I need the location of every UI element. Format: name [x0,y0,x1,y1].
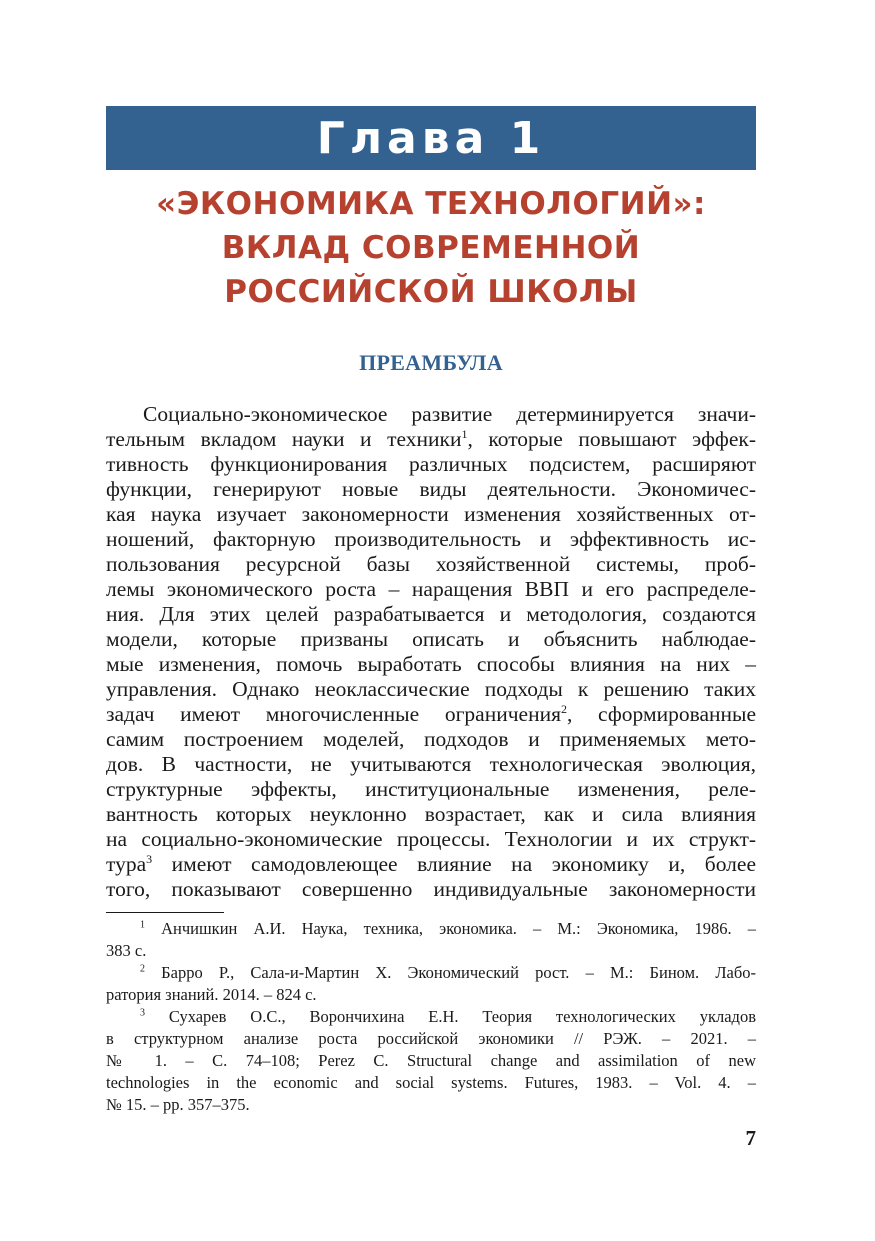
chapter-title-line: ВКЛАД СОВРЕМЕННОЙ [221,230,641,266]
body-line: управления. Однако неоклассические подходы к решению таких [106,677,756,701]
body-line: Социально-экономическое развитие детерминируется значи- [143,402,756,426]
footnote-line: ратория знаний. 2014. – 824 с. [106,985,317,1004]
body-line: задач имеют многочисленные ограничения$^2$, сформированные [106,701,756,726]
body-line: кая наука изучает закономерности изменения хозяйственных от- [106,502,756,526]
footnote-line: № 15. – pp. 357–375. [106,1095,250,1114]
body-line: тура$^3$ имеют самодовлеющее влияние на экономику и, более [106,851,756,876]
body-line: тивность функционирования различных подсистем, расширяют [106,452,756,476]
chapter-title-line: РОССИЙСКОЙ ШКОЛЫ [224,274,638,310]
footnote-ref: 2 [560,701,567,716]
body-line: тельным вкладом науки и техники$^1$, которые повышают эффек- [106,426,756,451]
body-line: модели, которые призваны описать и объяснить наблюдае- [106,627,756,651]
body-line: ношений, факторную производительность и эффективность ис- [106,527,756,551]
footnote-line: $^2$ Барро Р., Сала-и-Мартин Х. Экономический рост. – М.: Бином. Лабо- [140,963,756,982]
footnote-ref: 1 [461,426,468,441]
body-line: того, показывают совершенно индивидуальные закономерности [106,877,756,901]
section-heading: ПРЕАМБУЛА [359,350,503,375]
body-line: самим построением моделей, подходов и применяемых мето- [106,727,756,751]
body-line: пользования ресурсной базы хозяйственной системы, проб- [106,552,756,576]
body-text [106,402,756,902]
chapter-title [106,182,756,314]
body-line: функции, генерируют новые виды деятельности. Экономичес- [106,477,756,501]
footnote-line: № 1. – С. 74–108; Perez C. Structural change and assimilation of new [106,1051,756,1070]
footnote-divider [106,912,224,913]
body-line: мые изменения, помочь выработать способы влияния на них – [106,652,756,676]
body-line: вантность которых неуклонно возрастает, как и сила влияния [106,802,756,826]
body-line: ния. Для этих целей разрабатывается и методология, создаются [106,602,756,626]
footnote-line: в структурном анализе роста российской экономики // РЭЖ. – 2021. – [106,1029,756,1048]
footnote-line: $^1$ Анчишкин А.И. Наука, техника, экономика. – М.: Экономика, 1986. – [140,919,756,938]
body-line: дов. В частности, не учитываются технологическая эволюция, [106,752,756,776]
chapter-banner [106,106,756,170]
page-number: 7 [745,1126,756,1150]
footnote-number: 1 [140,919,145,931]
body-line: структурные эффекты, институциональные изменения, реле- [106,777,756,801]
body-line: на социально-экономические процессы. Технологии и их структ- [106,827,756,851]
footnote-line: technologies in the economic and social systems. Futures, 1983. – Vol. 4. – [106,1073,756,1092]
chapter-label: Глава 1 [316,112,546,164]
body-line: лемы экономического роста – наращения ВВП и его распределе- [106,577,756,601]
footnotes [106,918,756,1116]
footnote-number: 3 [140,1007,145,1019]
footnote-number: 2 [140,963,145,975]
chapter-title-line: «ЭКОНОМИКА ТЕХНОЛОГИЙ»: [156,186,706,222]
footnote-ref: 3 [146,851,153,866]
footnote-line: $^3$ Сухарев О.С., Ворончихина Е.Н. Теория технологических укладов [140,1007,756,1026]
footnote-line: 383 с. [106,941,147,960]
